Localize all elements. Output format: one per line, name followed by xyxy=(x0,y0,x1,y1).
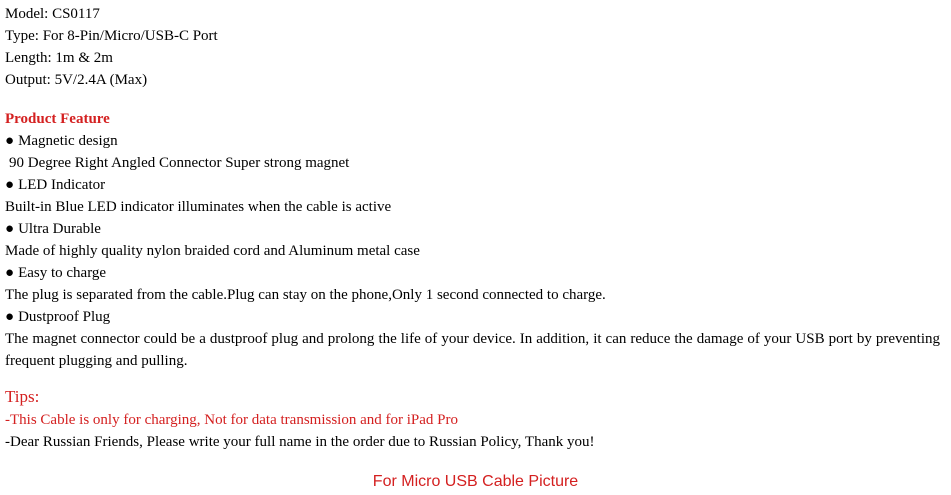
feature-description: Built-in Blue LED indicator illuminates when the cable is active xyxy=(5,199,392,215)
feature-title: LED Indicator xyxy=(18,177,106,193)
feature-description: 90 Degree Right Angled Connector Super strong magnet xyxy=(9,155,350,171)
feature-description: The magnet connector could be a dustproof plug and prolong the life of your device. In addition, it can reduce the damage of your USB port by preventing frequent plugging and pulling. xyxy=(5,331,940,369)
tips-section xyxy=(5,385,940,453)
tips-heading: Tips: xyxy=(5,387,40,406)
feature-title: Ultra Durable xyxy=(18,221,101,237)
bullet-icon: ● xyxy=(5,133,15,149)
spec-length: Length: 1m & 2m xyxy=(5,50,113,66)
feature-title-row xyxy=(5,306,940,328)
spec-output: Output: 5V/2.4A (Max) xyxy=(5,72,148,88)
feature-item xyxy=(5,174,940,218)
bullet-icon: ● xyxy=(5,177,15,193)
feature-item xyxy=(5,262,940,306)
feature-title-row xyxy=(5,262,940,284)
spacer xyxy=(5,91,940,108)
spec-list xyxy=(5,3,940,91)
feature-title-row xyxy=(5,130,940,152)
spec-type: Type: For 8-Pin/Micro/USB-C Port xyxy=(5,28,218,44)
tip-line-charging-only: -This Cable is only for charging, Not for data transmission and for iPad Pro xyxy=(5,412,458,428)
feature-title: Dustproof Plug xyxy=(18,309,111,325)
feature-item xyxy=(5,130,940,174)
bullet-icon: ● xyxy=(5,265,15,281)
feature-list xyxy=(5,130,940,372)
tip-line-russian-friends: -Dear Russian Friends, Please write your full name in the order due to Russian Policy, Thank you! xyxy=(5,434,595,450)
feature-title: Easy to charge xyxy=(18,265,107,281)
bullet-icon: ● xyxy=(5,221,15,237)
feature-description: Made of highly quality nylon braided cord and Aluminum metal case xyxy=(5,243,420,259)
bullet-icon: ● xyxy=(5,309,15,325)
micro-usb-picture-caption: For Micro USB Cable Picture xyxy=(372,473,579,490)
spacer xyxy=(5,372,940,385)
spec-model: Model: CS0117 xyxy=(5,6,100,22)
feature-description: The plug is separated from the cable.Plug can stay on the phone,Only 1 second connected to charge. xyxy=(5,287,606,303)
feature-title: Magnetic design xyxy=(18,133,118,149)
feature-title-row xyxy=(5,218,940,240)
feature-item xyxy=(5,306,940,372)
feature-item xyxy=(5,218,940,262)
product-feature-heading: Product Feature xyxy=(5,111,110,127)
product-description xyxy=(5,3,940,453)
feature-title-row xyxy=(5,174,940,196)
